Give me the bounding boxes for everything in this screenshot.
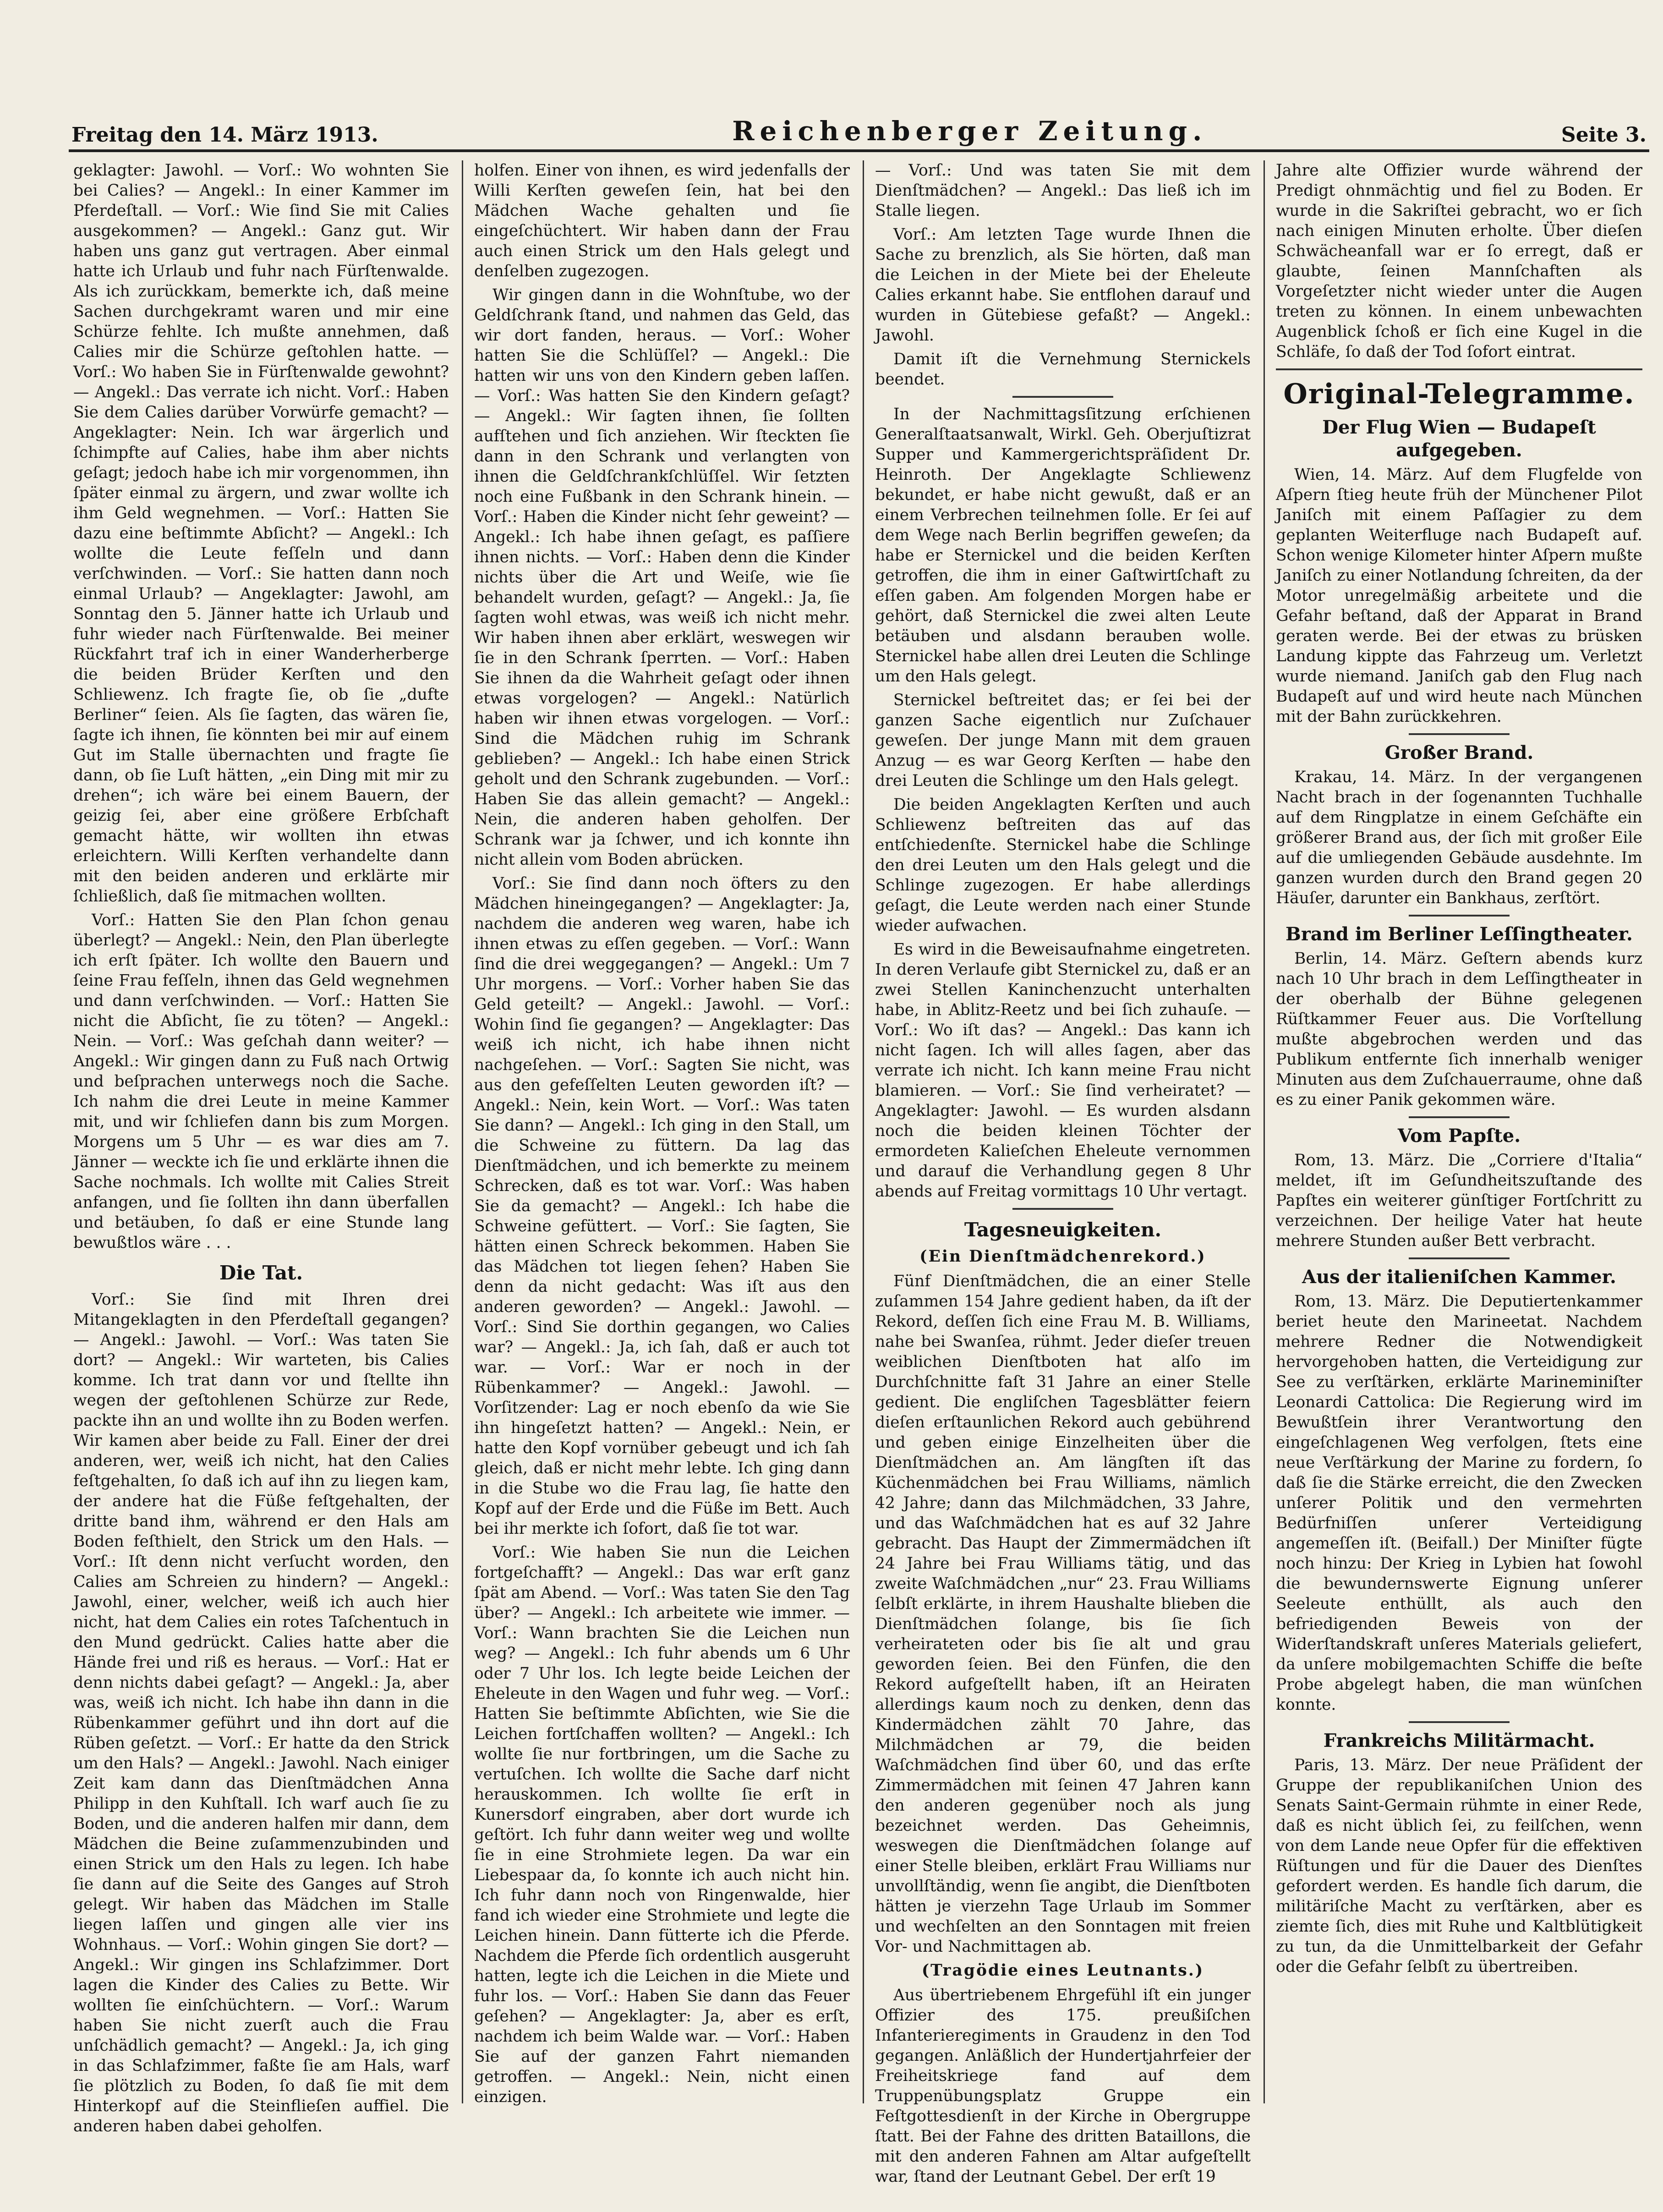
header-date: Freitag den 14. März 1913. — [71, 123, 378, 147]
section-title: Original-Telegramme. — [1283, 378, 1635, 410]
telegram-heading: Vom Papſte. — [1397, 1125, 1521, 1147]
article-paragraph: Es wird in die Beweisaufnahme eingetreten. In deren Verlaufe gibt Sternickel zu, daß er an zwei Stellen Kaninchenzucht unterhalten habe, in Ablitz-Reetz und bei ſich zuhauſe. — Vorſ.: Wo iſt das? — Angekl.: Das kann ich nicht ſagen. Ich will alles ſagen, aber das verrate ich nicht. Ich kann meine Frau nicht blamieren. — Vorſ.: Sie ſind verheiratet? — Angeklagter: Jawohl. — Es wurden alsdann noch die beiden kleinen Töchter der ermordeten Kalieſchen Eheleute vernommen und darauf die Verhandlung gegen 8 Uhr abends auf Freitag vormittags 10 Uhr vertagt. — [875, 940, 1251, 1201]
telegram-heading: Der Flug Wien — Budapeſt aufgegeben. — [1322, 417, 1596, 461]
separator-rule — [1409, 915, 1510, 917]
column-2 — [474, 160, 850, 2108]
separator-rule — [1409, 733, 1510, 735]
telegram-heading: Großer Brand. — [1384, 742, 1534, 763]
subheading: (Tragödie eines Leutnants.) — [921, 1961, 1204, 1980]
article-paragraph: Die beiden Angeklagten Kerſten und auch Schliewenz beſtreiten das auf das entſchiedenſte. Sternickel habe die Schlinge den drei Leuten um den Hals gelegt und die Schlinge zugezogen. Er habe allerdings geſagt, die Leute werden nach einer Stunde wieder aufwachen. — [875, 796, 1251, 935]
page-header — [69, 115, 1649, 147]
separator-rule — [1012, 1208, 1113, 1210]
column-1 — [73, 160, 449, 2135]
article-paragraph: — Vorſ.: Und was taten Sie mit dem Dienſtmädchen? — Angekl.: Das ließ ich im Stalle liegen. — [875, 161, 1251, 220]
article-paragraph: Vorſ.: Sie ſind mit Ihren drei Mitangeklagten in den Pferdeſtall gegangen? — Angekl.: Jawohl. — Vorſ.: Was taten Sie dort? — Angekl.: Wir warteten, bis Calies komme. Ich trat dann vor und ſtellte ihn wegen der geſtohlenen Schürze zur Rede, packte ihn an und wollte ihn zu Boden werfen. Wir kamen aber beide zu Fall. Einer der drei anderen, wer, weiß ich nicht, hat den Calies feſtgehalten, ſo daß ich auf ihn zu liegen kam, der andere hat die Füße feſtgehalten, der dritte band ihm, während er den Hals am Boden feſthielt, den Strick um den Hals. — Vorſ.: Iſt denn nicht verſucht worden, den Calies am Schreien zu hindern? — Angekl.: Jawohl, einer, welcher, weiß ich auch hier nicht, hat dem Calies ein rotes Taſchentuch in den Mund gedrückt. Calies hatte aber die Hände frei und riß es heraus. — Vorſ.: Hat er denn nichts dabei geſagt? — Angekl.: Ja, aber was, weiß ich nicht. Ich habe ihn dann in die Rübenkammer geführt und ihn dort auf die Rüben geſetzt. — Vorſ.: Er hatte da den Strick um den Hals? — Angekl.: Jawohl. Nach einiger Zeit kam dann das Dienſtmädchen Anna Philipp in den Kuhſtall. Ich warf auch ſie zu Boden, und die anderen halfen mir dann, dem Mädchen die Beine zuſammenzubinden und einen Strick um den Hals zu legen. Ich habe ſie dann auf die Seite des Ganges auf Stroh gelegt. Wir haben das Mädchen im Stalle liegen laſſen und gingen alle vier ins Wohnhaus. — Vorſ.: Wohin gingen Sie dort? — Angekl.: Wir gingen ins Schlafzimmer. Dort lagen die Kinder des Calies zu Bette. Wir wollten ſie einſchüchtern. — Vorſ.: Warum haben Sie nicht zuerſt auch die Frau unſchädlich gemacht? — Angekl.: Ja, ich ging in das Schlafzimmer, faßte ſie am Hals, warf ſie plötzlich zu Boden, ſo daß ſie mit dem Hinterkopf auf die Steinflieſen auffiel. Die anderen haben dabei geholfen. — [73, 1290, 449, 2135]
header-rule — [69, 149, 1649, 152]
article-paragraph: Krakau, 14. März. In der vergangenen Nacht brach in der ſogenannten Tuchhalle auf dem Ringplatze in einem Geſchäfte ein größerer Brand aus, der ſich mit großer Eile auf die umliegenden Gebäude ausdehnte. Im ganzen wurden durch den Brand gegen 20 Häuſer, darunter ein Bankhaus, zerſtört. — [1276, 768, 1642, 907]
telegram-heading: Brand im Berliner Leſſingtheater. — [1286, 923, 1633, 945]
column-divider — [462, 160, 463, 2103]
article-paragraph: Fünf Dienſtmädchen, die an einer Stelle zuſammen 154 Jahre gedient haben, da iſt der Rekord, deſſen ſich eine Frau M. B. Williams, nahe bei Swanſea, rühmt. Jeder dieſer treuen weiblichen Dienſtboten hat alſo im Durchſchnitte faſt 31 Jahre an einer Stelle gedient. Die engliſchen Tagesblätter feiern dieſen erſtaunlichen Rekord auch gebührend und geben einige Einzelheiten über die Dienſtmädchen an. Am längſten iſt das Küchenmädchen bei Frau Williams, nämlich 42 Jahre; dann das Milchmädchen, 33 Jahre, und das Waſchmädchen hat es auf 32 Jahre gebracht. Das Haupt der Zimmermädchen iſt 24 Jahre bei Frau Williams tätig, und das zweite Waſchmädchen „nur“ 23. Frau Williams ſelbſt erklärte, in ihrem Haushalte blieben die Dienſtmädchen ſolange, bis ſie ſich verheirateten oder bis ſie alt und grau geworden ſeien. Bei den Fünfen, die den Rekord aufgeſtellt haben, iſt an Heiraten allerdings kaum noch zu denken, denn das Kindermädchen zählt 70 Jahre, das Milchmädchen ar 79, die beiden Waſchmädchen ſind über 60, und das erſte Zimmermädchen mit ſeinen 47 Jahren kann den anderen gegenüber noch als jung bezeichnet werden. Das Geheimnis, weswegen die Dienſtmädchen ſolange auf einer Stelle bleiben, erklärt Frau Williams nur unvollſtändig, wenn ſie angibt, die Dienſtboten hätten je vierzehn Tage Urlaub im Sommer und wechſelten an den Sonntagen mit freien Vor- und Nachmittagen ab. — [875, 1272, 1251, 1956]
article-paragraph: Vorſ.: Wie haben Sie nun die Leichen fortgeſchafft? — Angekl.: Das war erſt ganz ſpät am Abend. — Vorſ.: Was taten Sie den Tag über? — Angekl.: Ich arbeitete wie immer. — Vorſ.: Wann brachten Sie die Leichen nun weg? — Angekl.: Ich fuhr abends um 6 Uhr oder 7 Uhr los. Ich legte beide Leichen der Eheleute in den Wagen und fuhr weg. — Vorſ.: Hatten Sie beſtimmte Abſichten, wie Sie die Leichen fortſchaffen wollten? — Angekl.: Ich wollte ſie nur fortbringen, um die Sache zu vertuſchen. Ich wollte die Sache darf nicht herauskommen. Ich wollte ſie erſt in Kunersdorf eingraben, aber dort wurde ich geſtört. Ich fuhr dann weiter weg und wollte ſie in eine Strohmiete legen. Da war ein Liebespaar da, ſo konnte ich auch nicht hin. Ich fuhr dann noch von Ringenwalde, hier fand ich wieder eine Strohmiete und legte die Leichen hinein. Dann fütterte ich die Pferde. Nachdem die Pferde ſich ordentlich ausgeruht hatten, legte ich die Leichen in die Miete und fuhr los. — Vorſ.: Haben Sie dann das Feuer geſehen? — Angeklagter: Ja, aber es erſt, nachdem ich beim Walde war. — Vorſ.: Haben Sie auf der ganzen Fahrt niemanden getroffen. — Angekl.: Nein, nicht einen einzigen. — [474, 1543, 850, 2106]
separator-rule — [1409, 1116, 1510, 1118]
newspaper-title: Reichenberger Zeitung. — [732, 115, 1208, 147]
article-paragraph: Rom, 13. März. Die „Corriere d'Italia“ meldet, iſt im Geſundheitszuſtande des Papſtes ein weiterer günſtiger Fortſchritt zu verzeichnen. Der heilige Vater hat heute mehrere Stunden außer Bett verbracht. — [1276, 1151, 1642, 1250]
article-paragraph: Jahre alte Offizier wurde während der Predigt ohnmächtig und fiel zu Boden. Er wurde in die Sakriſtei gebracht, wo er ſich nach einigen Minuten erholte. Über dieſen Schwächeanfall war er ſo erregt, daß er glaubte, ſeinen Mannſchaften als Vorgeſetzter nicht wieder unter die Augen treten zu können. In einem unbewachten Augenblick ſchoß er ſich eine Kugel in die Schläfe, ſo daß der Tod ſofort eintrat. — [1276, 161, 1642, 361]
column-divider — [863, 160, 864, 2103]
article-paragraph: Wien, 14. März. Auf dem Flugfelde von Aſpern ſtieg heute früh der Münchener Pilot Janiſch mit einem Paſſagier zu dem geplanten Weiterfluge nach Budapeſt auf. Schon wenige Kilometer hinter Aſpern mußte Janiſch zu einer Notlandung ſchreiten, da der Motor unregelmäßig arbeitete und die Gefahr beſtand, daß der Apparat in Brand geraten werde. Bei der etwas zu brüsken Landung kippte das Fahrzeug um. Verletzt wurde niemand. Janiſch gab den Flug nach Budapeſt auf und wird heute nach München mit der Bahn zurückkehren. — [1276, 466, 1642, 726]
article-paragraph: Aus übertriebenem Ehrgefühl iſt ein junger Offizier des 175. preußiſchen Infanterieregiments in Graudenz in den Tod gegangen. Anläßlich der Hundertjahrfeier der Freiheitskriege fand auf dem Truppenübungsplatz Gruppe ein Feſtgottesdienſt in der Kirche in Obergruppe ſtatt. Bei der Fahne des dritten Bataillons, die mit den anderen Fahnen am Altar aufgeſtellt war, ſtand der Leutnant Gebel. Der erſt 19 — [875, 1986, 1251, 2186]
article-paragraph: Damit iſt die Vernehmung Sternickels beendet. — [875, 350, 1251, 389]
article-paragraph: Vorſ.: Sie ſind dann noch öfters zu den Mädchen hineingegangen? — Angeklagter: Ja, nachdem die anderen weg waren, habe ich ihnen etwas zu eſſen gegeben. — Vorſ.: Wann ſind die drei weggegangen? — Angekl.: Um 7 Uhr morgens. — Vorſ.: Vorher haben Sie das Geld geteilt? — Angekl.: Jawohl. — Vorſ.: Wohin ſind ſie gegangen? — Angeklagter: Das weiß ich nicht, ich habe ihnen nicht nachgeſehen. — Vorſ.: Sagten Sie nicht, was aus den gefeſſelten Leuten geworden iſt? — Angekl.: Nein, kein Wort. — Vorſ.: Was taten Sie dann? — Angekl.: Ich ging in den Stall, um die Schweine zu füttern. Da lag das Dienſtmädchen, und ich bemerkte zu meinem Schrecken, daß es tot war. Vorſ.: Was haben Sie da gemacht? — Angekl.: Ich habe die Schweine gefüttert. — Vorſ.: Sie ſagten, Sie hätten einen Schreck bekommen. Haben Sie das Mädchen tot liegen ſehen? Haben Sie denn da nicht gedacht: Was iſt aus den anderen geworden? — Angekl.: Jawohl. — Vorſ.: Sind Sie dorthin gegangen, wo Calies war? — Angekl.: Ja, ich ſah, daß er auch tot war. — Vorſ.: War er noch in der Rübenkammer? — Angekl.: Jawohl. — Vorſitzender: Lag er noch ebenſo da wie Sie ihn hingeſetzt hatten? — Angekl.: Nein, er hatte den Kopf vornüber gebeugt und ich ſah gleich, daß er nicht mehr lebte. Ich ging dann in die Stube wo die Frau lag, ſie hatte den Kopf auf der Erde und die Füße im Bett. Auch bei ihr merkte ich ſofort, daß ſie tot war. — [474, 874, 850, 1538]
article-paragraph: Sternickel beſtreitet das; er ſei bei der ganzen Sache eigentlich nur Zuſchauer geweſen. Der junge Mann mit dem grauen Anzug — es war Georg Kerſten — habe den drei Leuten die Schlinge um den Hals gelegt. — [875, 691, 1251, 790]
page-number: Seite 3. — [1561, 123, 1647, 147]
article-paragraph: Wir gingen dann in die Wohnſtube, wo der Geldſchrank ſtand, und nahmen das Geld, das wir dort fanden, heraus. — Vorſ.: Woher hatten Sie die Schlüſſel? — Angekl.: Die hatten wir uns von den Kindern geben laſſen. — Vorſ.: Was hatten Sie den Kindern geſagt? — Angekl.: Wir ſagten ihnen, ſie ſollten aufſtehen und ſich anziehen. Wir ſteckten ſie dann in den Schrank und verlangten von ihnen die Geldſchrankſchlüſſel. Wir ſetzten noch eine Fußbank in den Schrank hinein. — Vorſ.: Haben die Kinder nicht ſehr geweint? — Angekl.: Ich habe ihnen geſagt, es paſſiere ihnen nichts. — Vorſ.: Haben denn die Kinder nichts über die Art und Weiſe, wie ſie behandelt wurden, geſagt? — Angekl.: Ja, ſie ſagten wohl etwas, was weiß ich nicht mehr. Wir haben ihnen aber erklärt, weswegen wir ſie in den Schrank ſperrten. — Vorſ.: Haben Sie ihnen da die Wahrheit geſagt oder ihnen etwas vorgelogen? — Angekl.: Natürlich haben wir ihnen etwas vorgelogen. — Vorſ.: Sind die Mädchen ruhig im Schrank geblieben? — Angekl.: Ich habe einen Strick geholt und den Schrank zugebunden. — Vorſ.: Haben Sie das allein gemacht? — Angekl.: Nein, die anderen haben geholfen. Der Schrank war ja ſchwer, und ich konnte ihn nicht allein vom Boden abrücken. — [474, 286, 850, 869]
telegram-heading: Frankreichs Militärmacht. — [1323, 1730, 1595, 1751]
article-paragraph: geklagter: Jawohl. — Vorſ.: Wo wohnten Sie bei Calies? — Angekl.: In einer Kammer im Pferdeſtall. — Vorſ.: Wie ſind Sie mit Calies ausgekommen? — Angekl.: Ganz gut. Wir haben uns ganz gut vertragen. Aber einmal hatte ich Urlaub und fuhr nach Fürſtenwalde. Als ich zurückkam, bemerkte ich, daß meine Sachen durchgekramt waren und mir eine Schürze fehlte. Ich mußte annehmen, daß Calies mir die Schürze geſtohlen hatte. — Vorſ.: Wo haben Sie in Fürſtenwalde gewohnt? — Angekl.: Das verrate ich nicht. Vorſ.: Haben Sie dem Calies darüber Vorwürfe gemacht? — Angeklagter: Nein. Ich war ärgerlich und ſchimpfte auf Calies, habe ihm aber nichts geſagt; jedoch habe ich mir vorgenommen, ihn ſpäter einmal zu ärgern, und zwar wollte ich ihm Geld wegnehmen. — Vorſ.: Hatten Sie dazu eine beſtimmte Abſicht? — Angekl.: Ich wollte die Leute feſſeln und dann verſchwinden. — Vorſ.: Sie hatten dann noch einmal Urlaub? — Angeklagter: Jawohl, am Sonntag den 5. Jänner hatte ich Urlaub und fuhr wieder nach Fürſtenwalde. Bei meiner Rückfahrt traf ich in einer Wanderherberge die beiden Brüder Kerſten und den Schliewenz. Ich fragte ſie, ob ſie „dufte Berliner“ ſeien. Als ſie ſagten, das wären ſie, ſagte ich ihnen, ſie könnten bei mir auf einem Gut im Stalle übernachten und fragte ſie dann, ob ſie Luſt hätten, „ein Ding mit mir zu drehen“; ich wäre bei einem Bauern, der geizig ſei, aber eine größere Erbſchaft gemacht hätte, wir wollten ihn etwas erleichtern. Willi Kerſten verhandelte dann mit den beiden anderen und erklärte mir ſchließlich, daß ſie mitmachen wollten. — [73, 161, 449, 906]
separator-rule — [1012, 396, 1113, 398]
separator-rule — [1409, 1721, 1510, 1723]
section-heading: Tagesneuigkeiten. — [964, 1219, 1162, 1241]
article-paragraph: holfen. Einer von ihnen, es wird jedenfalls der Willi Kerſten geweſen ſein, hat bei den Mädchen Wache gehalten und ſie eingeſchüchtert. Wir haben dann der Frau auch einen Strick um den Hals gelegt und denſelben zugezogen. — [474, 161, 850, 280]
article-paragraph: In der Nachmittagsſitzung erſchienen Generalſtaatsanwalt, Wirkl. Geh. Oberjuſtizrat Supper und Kammergerichtspräſident Dr. Heinroth. Der Angeklagte Schliewenz bekundet, er habe nicht gewußt, daß er an einem Verbrechen teilnehmen ſolle. Er ſei auf dem Wege nach Berlin begriffen geweſen; da habe er Sternickel und die beiden Kerſten getroffen, die ihm in einer Gaſtwirtſchaft zu eſſen gaben. Am folgenden Morgen habe er gehört, daß Sternickel die zwei alten Leute betäuben und alsdann berauben wolle. Sternickel habe allen drei Leuten die Schlinge um den Hals gelegt. — [875, 405, 1251, 686]
article-paragraph: Paris, 13. März. Der neue Präſident der Gruppe der republikaniſchen Union des Senats Saint-Germain rühmte in einer Rede, daß es nicht üblich ſei, zu feilſchen, wenn von dem Lande neue Opfer für die effektiven Rüſtungen und für die Dauer des Dienſtes gefordert werden. Es handle ſich darum, die militäriſche Macht zu verſtärken, aber es ziemte ſich, dies mit Ruhe und Kaltblütigkeit zu tun, da die Unmittelbarkeit der Gefahr oder die Gefahr ſelbſt zu übertreiben. — [1276, 1756, 1642, 1976]
column-4 — [1276, 160, 1642, 2108]
article-paragraph: Berlin, 14. März. Geſtern abends kurz nach 10 Uhr brach in dem Leſſingtheater in der oberhalb der Bühne gelegenen Rüſtkammer Feuer aus. Die Vorſtellung mußte abgebrochen werden und das Publikum entfernte ſich innerhalb weniger Minuten aus dem Zuſchauerraume, ohne daß es zu einer Panik gekommen wäre. — [1276, 950, 1642, 1109]
article-paragraph: Rom, 13. März. Die Deputiertenkammer beriet heute den Marineetat. Nachdem mehrere Redner die Notwendigkeit hervorgehoben hatten, die Verteidigung zur See zu verſtärken, erklärte Marineminiſter Leonardi Cattolica: Die Regierung wird im Bewußtſein ihrer Verantwortung den eingeſchlagenen Weg verfolgen, ſtets eine neue Verſtärkung der Marine zu fordern, ſo daß ſie die Stärke erreicht, die den Zwecken unſerer Politik und den vermehrten Bedürfniſſen unſerer Verteidigung angemeſſen iſt. (Beifall.) Der Miniſter fügte noch hinzu: Der Krieg in Lybien hat ſowohl die bewundernswerte Eignung unſerer Seeleute enthüllt, als auch den befriedigenden Beweis von der Widerſtandskraft unſeres Materials geliefert, da unſere mobilgemachten Schiffe die beſte Probe abgelegt haben, die man wünſchen konnte. — [1276, 1292, 1642, 1714]
article-paragraph: Vorſ.: Hatten Sie den Plan ſchon genau überlegt? — Angekl.: Nein, den Plan überlegte ich erſt ſpäter. Ich wollte den Bauern und ſeine Frau feſſeln, ihnen das Geld wegnehmen und dann verſchwinden. — Vorſ.: Hatten Sie nicht die Abſicht, ſie zu töten? — Angekl.: Nein. — Vorſ.: Was geſchah dann weiter? — Angekl.: Wir gingen dann zu Fuß nach Ortwig und beſprachen unterwegs noch die Sache. Ich nahm die drei Leute in meine Kammer mit, und wir ſchliefen dann bis zum Morgen. Morgens um 5 Uhr — es war dies am 7. Jänner — weckte ich ſie und erklärte ihnen die Sache nochmals. Ich wollte mit Calies Streit anfangen, und ſie ſollten ihn dann überfallen und betäuben, ſo daß er eine Stunde lang bewußtlos wäre . . . — [73, 911, 449, 1252]
section-heading: Die Tat. — [219, 1262, 303, 1284]
subheading: (Ein Dienſtmädchenrekord.) — [919, 1247, 1206, 1266]
newspaper-page — [69, 115, 1649, 2186]
telegram-heading: Aus der italieniſchen Kammer. — [1302, 1266, 1616, 1288]
column-divider — [1264, 160, 1265, 2103]
column-3 — [875, 160, 1251, 2186]
article-paragraph: Vorſ.: Am letzten Tage wurde Ihnen die Sache zu brenzlich, als Sie hörten, daß man die Leichen in der Miete bei der Eheleute Calies erkannt habe. Sie entflohen darauf und wurden in Gütebiese gefaßt? — Angekl.: Jawohl. — [875, 225, 1251, 345]
separator-rule — [1409, 1257, 1510, 1259]
separator-rule — [1276, 368, 1642, 370]
